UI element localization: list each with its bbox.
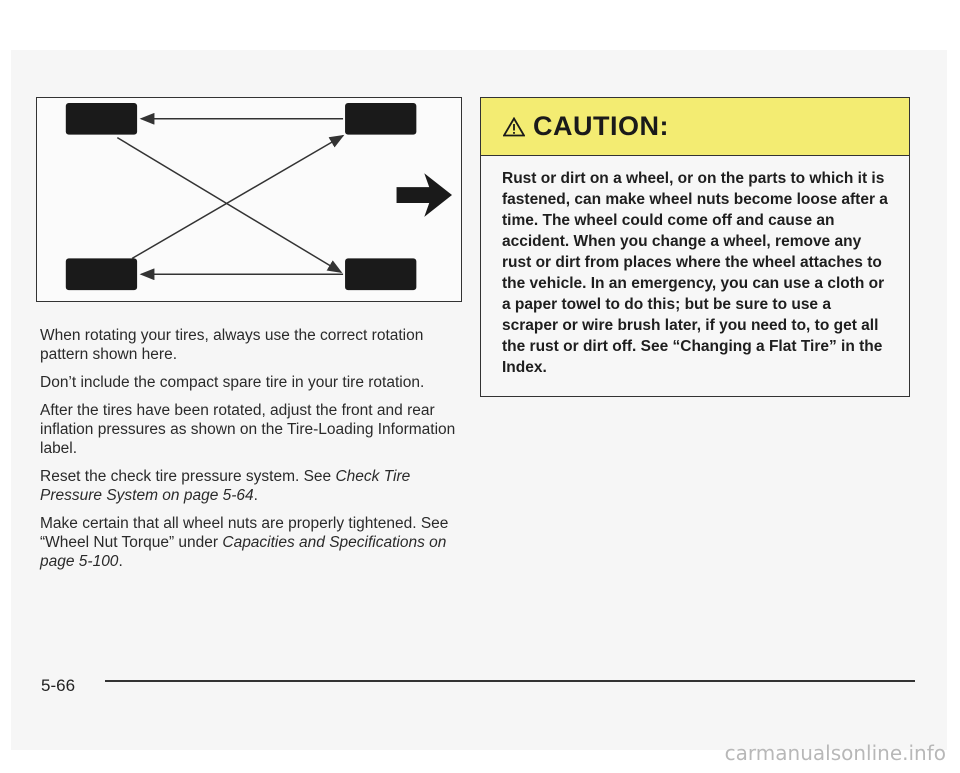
cross-arrow-2 [132, 136, 343, 259]
paragraph-wheel-nuts [40, 514, 470, 571]
paragraph-rotation-pattern: When rotating your tires, always use the correct rotation pattern shown here. [40, 327, 424, 363]
right-arrow-icon [397, 173, 452, 217]
reset-end: . [253, 487, 258, 504]
rear-right-tire [345, 258, 416, 290]
warning-triangle-icon [503, 117, 525, 137]
paragraph-inflation: After the tires have been rotated, adjust the front and rear inflation pressures as shown on the Tire-Loading Information label. [40, 402, 456, 457]
caution-box [480, 97, 910, 397]
tire-rotation-svg [37, 98, 461, 301]
paragraph-reset [40, 467, 470, 505]
page-number: 5-66 [41, 676, 76, 695]
wheel-nuts-text: Make certain that all wheel nuts are properly tightened. See “Wheel Nut Torque” under [40, 515, 449, 551]
caution-header [481, 98, 909, 156]
instructions-column [40, 326, 470, 580]
front-left-tire [66, 103, 137, 135]
cross-arrow-1 [117, 138, 341, 273]
paragraph-spare-tire: Don’t include the compact spare tire in your tire rotation. [40, 374, 425, 391]
tire-rotation-diagram [36, 97, 462, 302]
wheel-nuts-end: . [118, 553, 123, 570]
reset-text: Reset the check tire pressure system. See [40, 468, 336, 485]
wheel-nuts-reference: Capacities and Specifications on page 5-100 [40, 534, 447, 570]
rear-left-tire [66, 258, 137, 290]
front-right-tire [345, 103, 416, 135]
caution-text: Rust or dirt on a wheel, or on the parts to which it is fastened, can make wheel nuts become loose after a time. The wheel could come off and cause an accident. When you change a wheel, remove any rust or dirt from places where the wheel attaches to the vehicle. In an emergency, you can use a cloth or a paper towel to do this; but be sure to use a scraper or wire brush later, if you need to, to get all the rust or dirt off. See “Changing a Flat Tire” in the Index. [502, 170, 888, 376]
watermark: carmanualsonline.info [724, 741, 946, 765]
caution-title: CAUTION: [533, 111, 669, 141]
footer-rule [105, 680, 915, 682]
reset-reference: Check Tire Pressure System on page 5-64 [40, 468, 411, 504]
